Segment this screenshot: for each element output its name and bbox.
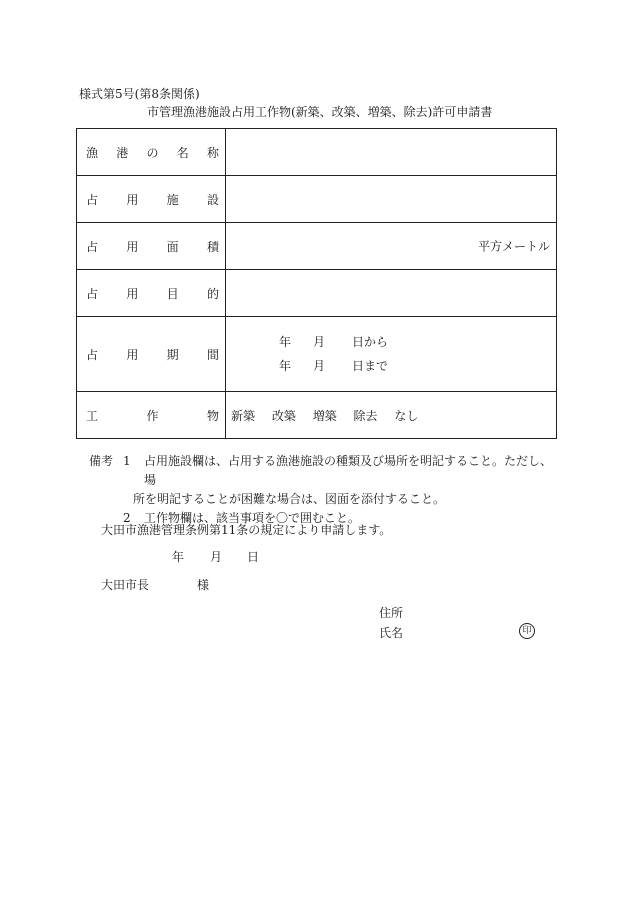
purpose-field[interactable]	[226, 270, 557, 317]
application-table	[76, 128, 557, 439]
label-char: 物	[206, 408, 219, 423]
label-char: 港	[116, 145, 129, 160]
date-month: 月	[210, 550, 223, 564]
period-to	[279, 354, 556, 378]
label-char: 用	[126, 239, 139, 254]
note-text-continued: 所を明記することが困難な場合は、図面を添付すること。	[133, 492, 446, 506]
area-unit: 平方メートル	[477, 239, 550, 254]
row-period	[77, 317, 557, 392]
label-char: 用	[126, 347, 139, 362]
option-new[interactable]: 新築	[231, 408, 256, 423]
name-label: 氏名	[379, 626, 404, 640]
application-date[interactable]	[172, 548, 259, 565]
label-char: 期	[166, 347, 179, 362]
label-char: 占	[86, 286, 99, 301]
label-char: の	[146, 145, 159, 160]
label-harbor-name	[77, 129, 226, 176]
row-structure	[77, 392, 557, 439]
label-char: 漁	[86, 145, 99, 160]
row-area	[77, 223, 557, 270]
seal-icon: 印	[519, 623, 535, 639]
note-text: 占用施設欄は、占用する漁港施設の種類及び場所を明記すること。ただし、場	[144, 454, 553, 487]
from-year: 年	[279, 335, 292, 349]
option-none[interactable]: なし	[394, 408, 419, 423]
label-char: 占	[86, 192, 99, 207]
label-char: 占	[86, 239, 99, 254]
label-facility	[77, 176, 226, 223]
row-harbor-name	[77, 129, 557, 176]
label-char: 施	[166, 192, 179, 207]
from-day: 日から	[352, 335, 389, 349]
notes-section	[89, 452, 559, 528]
label-char: 用	[126, 286, 139, 301]
to-day: 日まで	[352, 359, 389, 373]
label-period	[77, 317, 226, 392]
row-purpose	[77, 270, 557, 317]
label-structure	[77, 392, 226, 439]
label-area	[77, 223, 226, 270]
notes-heading: 備考	[89, 454, 114, 468]
option-remove[interactable]: 除去	[353, 408, 378, 423]
to-year: 年	[279, 359, 292, 373]
label-char: 目	[166, 286, 179, 301]
page-title: 市管理漁港施設占用工作物(新築、改築、増築、除去)許可申請書	[147, 105, 493, 119]
date-day: 日	[247, 550, 260, 564]
label-char: 作	[146, 408, 159, 423]
note-number: 2	[123, 511, 131, 525]
note-item	[89, 452, 559, 490]
area-field[interactable]	[226, 223, 557, 270]
address-label: 住所	[379, 606, 404, 620]
application-statement: 大田市漁港管理条例第11条の規定により申請します。	[101, 523, 392, 537]
label-char: 占	[86, 347, 99, 362]
period-field[interactable]	[226, 317, 557, 392]
facility-field[interactable]	[226, 176, 557, 223]
period-from	[279, 330, 556, 354]
note-text: 工作物欄は、該当事項を〇で囲むこと。	[144, 511, 361, 525]
label-char: 間	[206, 347, 219, 362]
from-month: 月	[313, 335, 326, 349]
addressee: 大田市長 様	[101, 578, 210, 592]
harbor-name-field[interactable]	[226, 129, 557, 176]
row-facility	[77, 176, 557, 223]
date-year: 年	[172, 550, 185, 564]
label-char: 用	[126, 192, 139, 207]
structure-field	[226, 392, 557, 439]
label-char: 名	[176, 145, 189, 160]
form-number: 様式第5号(第8条関係)	[79, 87, 200, 101]
label-char: 工	[86, 408, 99, 423]
option-rebuild[interactable]: 改築	[271, 408, 296, 423]
label-char: 的	[206, 286, 219, 301]
label-char: 称	[206, 145, 219, 160]
to-month: 月	[313, 359, 326, 373]
label-char: 積	[206, 239, 219, 254]
label-purpose	[77, 270, 226, 317]
option-extend[interactable]: 増築	[312, 408, 337, 423]
note-number: 1	[123, 454, 131, 468]
label-char: 設	[206, 192, 219, 207]
label-char: 面	[166, 239, 179, 254]
